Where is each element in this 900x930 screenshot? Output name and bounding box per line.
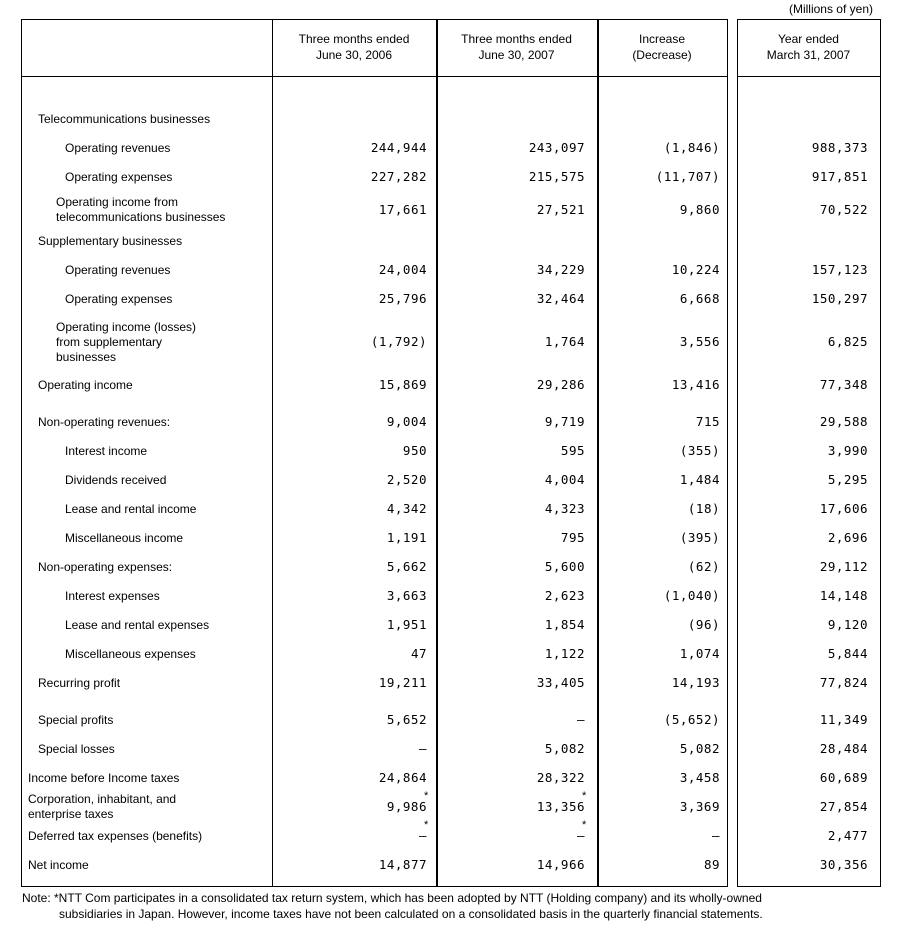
- row-label-line: Operating income (losses): [56, 319, 197, 334]
- row-label-line: Interest expenses: [65, 588, 160, 603]
- cell-value: 14,966: [536, 857, 585, 872]
- cell-value: 1,951: [386, 617, 427, 632]
- cell-value: 14,877: [378, 857, 427, 872]
- cell-value: (395): [679, 530, 720, 545]
- row-label: [38, 378, 133, 393]
- row-label: [38, 234, 182, 249]
- row-label: [65, 263, 170, 278]
- cell-value: 24,004: [378, 262, 427, 277]
- cell-value: 10,224: [671, 262, 720, 277]
- header-bottom-border: [21, 76, 728, 77]
- cell-value: 27,521: [536, 202, 585, 217]
- cell-value: 24,864: [378, 770, 427, 785]
- cell-value: 5,652: [386, 712, 427, 727]
- cell-value: 5,600: [544, 559, 585, 574]
- cell-value: –: [418, 741, 427, 756]
- row-label: [65, 618, 209, 633]
- table-left-border: [21, 19, 22, 887]
- row-label-line: Income before Income taxes: [28, 770, 180, 785]
- cell-value: 243,097: [528, 140, 585, 155]
- cell-value: (355): [679, 443, 720, 458]
- row-label-line: Special losses: [38, 741, 115, 756]
- row-label-line: Miscellaneous expenses: [65, 646, 196, 661]
- cell-value: 5,082: [679, 741, 720, 756]
- cell-value: 2,623: [544, 588, 585, 603]
- cell-value: 17,606: [819, 501, 868, 516]
- cell-value: 6,668: [679, 291, 720, 306]
- column-header-1-line: Three months ended: [298, 32, 410, 46]
- row-label: [56, 320, 196, 365]
- cell-value: 1,764: [544, 334, 585, 349]
- cell-value: 150,297: [811, 291, 868, 306]
- row-label-line: Operating expenses: [65, 291, 173, 306]
- row-label-line: Deferred tax expenses (benefits): [28, 828, 203, 843]
- row-label-line: Operating income: [38, 377, 133, 392]
- cell-value: 215,575: [528, 169, 585, 184]
- cell-value: 47: [410, 646, 427, 661]
- row-label: [65, 444, 147, 459]
- cell-value: 19,211: [378, 675, 427, 690]
- cell-value: 14,148: [819, 588, 868, 603]
- cell-value: (1,846): [663, 140, 720, 155]
- header-bottom-border-right: [737, 76, 881, 77]
- cell-value: 795: [560, 530, 585, 545]
- row-label: [38, 560, 172, 575]
- column-header-4-line: Year ended: [778, 32, 839, 46]
- cell-value: 950: [402, 443, 427, 458]
- row-label: [28, 792, 176, 822]
- row-label-line: Supplementary businesses: [38, 233, 183, 248]
- table-top-border-right: [737, 19, 881, 20]
- cell-value: 1,191: [386, 530, 427, 545]
- column-header-1: [272, 31, 436, 63]
- row-label-line: Miscellaneous income: [65, 530, 184, 545]
- cell-value: 60,689: [819, 770, 868, 785]
- footnote-line-2: subsidiaries in Japan. However, income taxes have not been calculated on a consolidated basis in the quarterly financial statements.: [59, 907, 763, 921]
- row-label: [65, 589, 160, 604]
- cell-value: 157,123: [811, 262, 868, 277]
- cell-value: –: [711, 828, 720, 843]
- table-right-border: [880, 19, 881, 887]
- cell-value: 5,662: [386, 559, 427, 574]
- cell-value: 11,349: [819, 712, 868, 727]
- cell-value: (62): [687, 559, 720, 574]
- table-bottom-border-right: [737, 886, 881, 887]
- cell-value: (18): [687, 501, 720, 516]
- cell-value: 1,122: [544, 646, 585, 661]
- col1-divider: [272, 19, 273, 887]
- row-label-line: Telecommunications businesses: [38, 111, 211, 126]
- cell-value: 9,719: [544, 414, 585, 429]
- row-label-line: Recurring profit: [38, 675, 121, 690]
- row-label: [28, 771, 179, 786]
- row-label-line: Operating revenues: [65, 140, 171, 155]
- cell-value: 3,458: [679, 770, 720, 785]
- column-header-4-line: March 31, 2007: [766, 48, 851, 62]
- cell-value: 29,286: [536, 377, 585, 392]
- cell-value: –: [576, 828, 585, 843]
- row-label-line: Corporation, inhabitant, and: [28, 792, 177, 806]
- row-label-line: from supplementary: [56, 334, 163, 349]
- table-top-border: [21, 19, 728, 20]
- cell-value: 595: [560, 443, 585, 458]
- cell-value: 30,356: [819, 857, 868, 872]
- cell-value: 3,990: [827, 443, 868, 458]
- column-header-3: [597, 31, 727, 63]
- table-bottom-border: [21, 886, 728, 887]
- cell-value: (1,040): [663, 588, 720, 603]
- row-label-line: enterprise taxes: [28, 807, 114, 821]
- cell-value: (96): [687, 617, 720, 632]
- cell-value: 988,373: [811, 140, 868, 155]
- tax-footnote-marker: *: [424, 819, 429, 831]
- row-label: [65, 502, 196, 517]
- cell-value: 9,120: [827, 617, 868, 632]
- column-header-2-line: Three months ended: [461, 32, 572, 46]
- row-label-line: Non-operating expenses:: [38, 559, 173, 574]
- cell-value: 1,854: [544, 617, 585, 632]
- row-label: [28, 858, 89, 873]
- unit-note: (Millions of yen): [788, 2, 873, 16]
- row-label: [28, 829, 202, 844]
- row-label: [65, 292, 172, 307]
- cell-value: –: [576, 712, 585, 727]
- cell-value: 4,323: [544, 501, 585, 516]
- row-label-line: Interest income: [65, 443, 148, 458]
- cell-value: 6,825: [827, 334, 868, 349]
- row-label: [65, 170, 172, 185]
- cell-value: 3,369: [679, 799, 720, 814]
- cell-value: 29,588: [819, 414, 868, 429]
- column-header-1-line: June 30, 2006: [315, 48, 393, 62]
- row-label-line: businesses: [56, 349, 117, 364]
- cell-value: 28,484: [819, 741, 868, 756]
- row-label-line: Special profits: [38, 712, 114, 727]
- cell-value: (5,652): [663, 712, 720, 727]
- cell-value: 2,520: [386, 472, 427, 487]
- row-label: [65, 473, 166, 488]
- cell-value: 244,944: [370, 140, 427, 155]
- row-label: [65, 141, 170, 156]
- row-label: [38, 415, 170, 430]
- cell-value: 227,282: [370, 169, 427, 184]
- column-header-3-line: Increase: [638, 32, 686, 46]
- row-label-line: Non-operating revenues:: [38, 414, 171, 429]
- row-label: [38, 742, 115, 757]
- col2-divider: [436, 19, 438, 887]
- cell-value: 9,860: [679, 202, 720, 217]
- cell-value: 1,484: [679, 472, 720, 487]
- row-label-line: Lease and rental expenses: [65, 617, 210, 632]
- cell-value: (11,707): [655, 169, 720, 184]
- footnote: [22, 890, 882, 922]
- cell-value: 2,477: [827, 828, 868, 843]
- column-header-2: [436, 31, 597, 63]
- column-header-4: [737, 31, 880, 63]
- cell-value: –: [418, 828, 427, 843]
- row-label-line: Net income: [28, 857, 89, 872]
- cell-value: (1,792): [370, 334, 427, 349]
- col4-divider: [727, 19, 728, 887]
- cell-value: 33,405: [536, 675, 585, 690]
- cell-value: 89: [703, 857, 720, 872]
- cell-value: 5,082: [544, 741, 585, 756]
- row-label: [38, 112, 210, 127]
- row-label-line: Operating expenses: [65, 169, 173, 184]
- cell-value: 28,322: [536, 770, 585, 785]
- tax-footnote-marker: *: [424, 790, 429, 802]
- col3-divider: [597, 19, 599, 887]
- cell-value: 25,796: [378, 291, 427, 306]
- row-label: [65, 531, 183, 546]
- cell-value: 4,004: [544, 472, 585, 487]
- column-header-3-line: (Decrease): [632, 48, 692, 62]
- cell-value: 9,004: [386, 414, 427, 429]
- cell-value: 3,663: [386, 588, 427, 603]
- column-header-2-line: June 30, 2007: [478, 48, 555, 62]
- row-label-line: Operating revenues: [65, 262, 171, 277]
- cell-value: 715: [695, 414, 720, 429]
- cell-value: 917,851: [811, 169, 868, 184]
- tax-footnote-marker: *: [582, 819, 587, 831]
- cell-value: 1,074: [679, 646, 720, 661]
- cell-value: 4,342: [386, 501, 427, 516]
- tax-footnote-marker: *: [582, 790, 587, 802]
- cell-value: 32,464: [536, 291, 585, 306]
- cell-value: 77,348: [819, 377, 868, 392]
- row-label-line: Lease and rental income: [65, 501, 197, 516]
- footnote-line-1: Note: *NTT Com participates in a consolidated tax return system, which has been adopted by NTT (Holding company) and its wholly-owned: [22, 891, 762, 905]
- cell-value: 17,661: [378, 202, 427, 217]
- cell-value: 5,844: [827, 646, 868, 661]
- cell-value: 14,193: [671, 675, 720, 690]
- cell-value: 13,356: [536, 799, 585, 814]
- cell-value: 29,112: [819, 559, 868, 574]
- cell-value: 5,295: [827, 472, 868, 487]
- row-label-line: Dividends received: [65, 472, 167, 487]
- row-label: [56, 195, 225, 225]
- cell-value: 70,522: [819, 202, 868, 217]
- row-label: [38, 713, 113, 728]
- cell-value: 27,854: [819, 799, 868, 814]
- row-label-line: telecommunications businesses: [56, 210, 226, 224]
- col5-divider: [737, 19, 738, 887]
- cell-value: 15,869: [378, 377, 427, 392]
- cell-value: 3,556: [679, 334, 720, 349]
- cell-value: 34,229: [536, 262, 585, 277]
- cell-value: 77,824: [819, 675, 868, 690]
- row-label-line: Operating income from: [56, 195, 179, 209]
- cell-value: 9,986: [386, 799, 427, 814]
- row-label: [38, 676, 120, 691]
- cell-value: 2,696: [827, 530, 868, 545]
- cell-value: 13,416: [671, 377, 720, 392]
- row-label: [65, 647, 196, 662]
